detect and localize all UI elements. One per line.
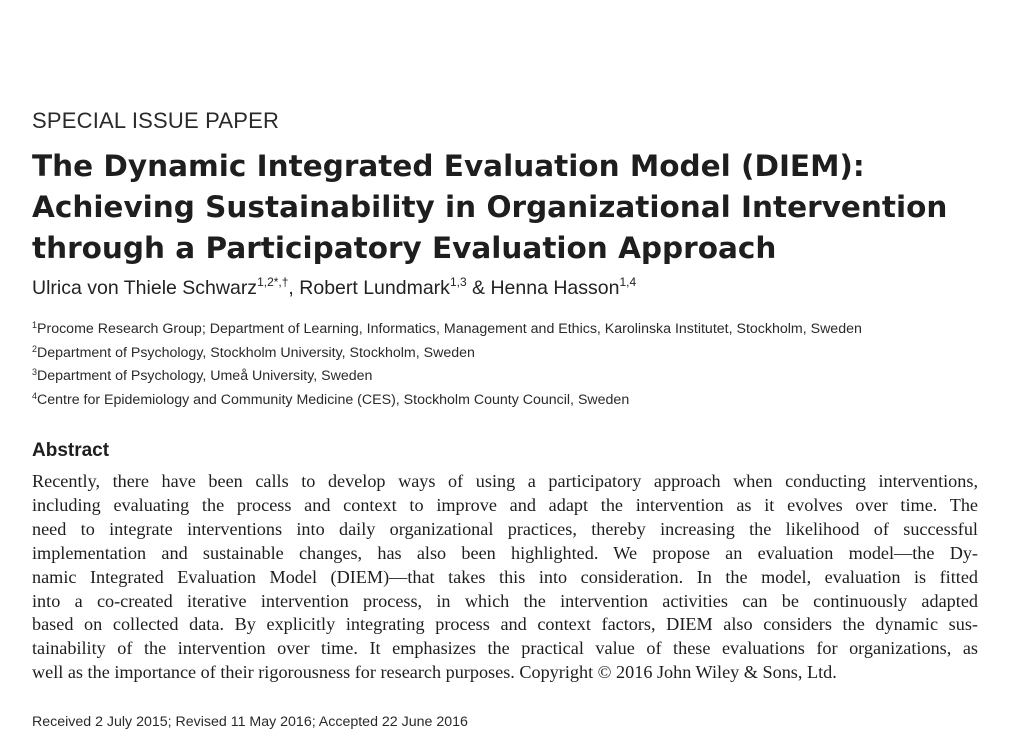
affiliation-item: [32, 389, 862, 413]
affiliation-text: Centre for Epidemiology and Community Medicine (CES), Stockholm County Council, Sweden: [37, 392, 630, 409]
title-line: Achieving Sustainability in Organizational Intervention: [32, 190, 948, 224]
affiliation-text: Department of Psychology, Umeå University, Sweden: [37, 368, 373, 385]
author-name[interactable]: Ulrica von Thiele Schwarz: [32, 277, 258, 299]
abstract-line: tainability of the intervention over time. It emphasizes the practical value of these evaluations for organizations, as: [32, 638, 978, 659]
affiliation-number: 4: [32, 391, 38, 402]
affiliation-item: [32, 342, 862, 366]
abstract-line: implementation and sustainable changes, has also been highlighted. We propose an evaluation model—the Dy-: [32, 542, 978, 563]
article-type-label: SPECIAL ISSUE PAPER: [32, 108, 280, 133]
affiliation-number: 2: [32, 343, 38, 354]
affiliation-number: 1: [32, 320, 38, 330]
author-affiliation-marks: 1,4: [619, 275, 637, 289]
abstract-line: including evaluating the process and context to improve and adapt the intervention as it evolves over time. The: [32, 494, 978, 515]
affiliation-text: Department of Psychology, Stockholm University, Stockholm, Sweden: [37, 344, 475, 361]
affiliation-item: [32, 365, 862, 389]
author-separator: &: [466, 277, 491, 299]
affiliation-item: [32, 318, 862, 342]
author-affiliation-marks: 1,3: [449, 275, 467, 289]
author-name[interactable]: Robert Lundmark: [299, 277, 450, 299]
affiliation-number: 3: [32, 367, 38, 378]
abstract-line: well as the importance of their rigorousness for research purposes. Copyright © 2016 John Wiley & Sons, Ltd.: [32, 662, 837, 683]
abstract-line: Recently, there have been calls to develop ways of using a participatory approach when conducting interventions,: [32, 471, 978, 491]
title-line: The Dynamic Integrated Evaluation Model (DIEM):: [32, 149, 865, 183]
paper-page: [32, 0, 992, 736]
received-dates: Received 2 July 2015; Revised 11 May 2016; Accepted 22 June 2016: [32, 714, 468, 730]
abstract-line: need to integrate interventions into daily organizational practices, thereby increasing the likelihood of successful: [32, 518, 978, 539]
author-list: [32, 277, 636, 300]
abstract-line: namic Integrated Evaluation Model (DIEM)—that takes this into consideration. In the model, evaluation is fitted: [32, 566, 978, 587]
author-separator: ,: [288, 277, 300, 299]
affiliation-text: Procome Research Group; Department of Learning, Informatics, Management and Ethics, Karolinska Institutet, Stockholm, Sweden: [37, 321, 862, 337]
abstract-body: [32, 470, 978, 685]
author-name[interactable]: Henna Hasson: [490, 277, 620, 299]
title-line: through a Participatory Evaluation Approach: [32, 231, 777, 265]
paper-title: [32, 146, 992, 269]
abstract-heading: Abstract: [32, 440, 110, 461]
abstract-line: based on collected data. By explicitly integrating process and context factors, DIEM also considers the dynamic sus-: [32, 614, 978, 635]
abstract-line: into a co-created iterative intervention process, in which the intervention activities can be continuously adapted: [32, 590, 978, 611]
author-affiliation-marks: 1,2*,†: [257, 275, 289, 289]
affiliation-list: [32, 318, 862, 413]
